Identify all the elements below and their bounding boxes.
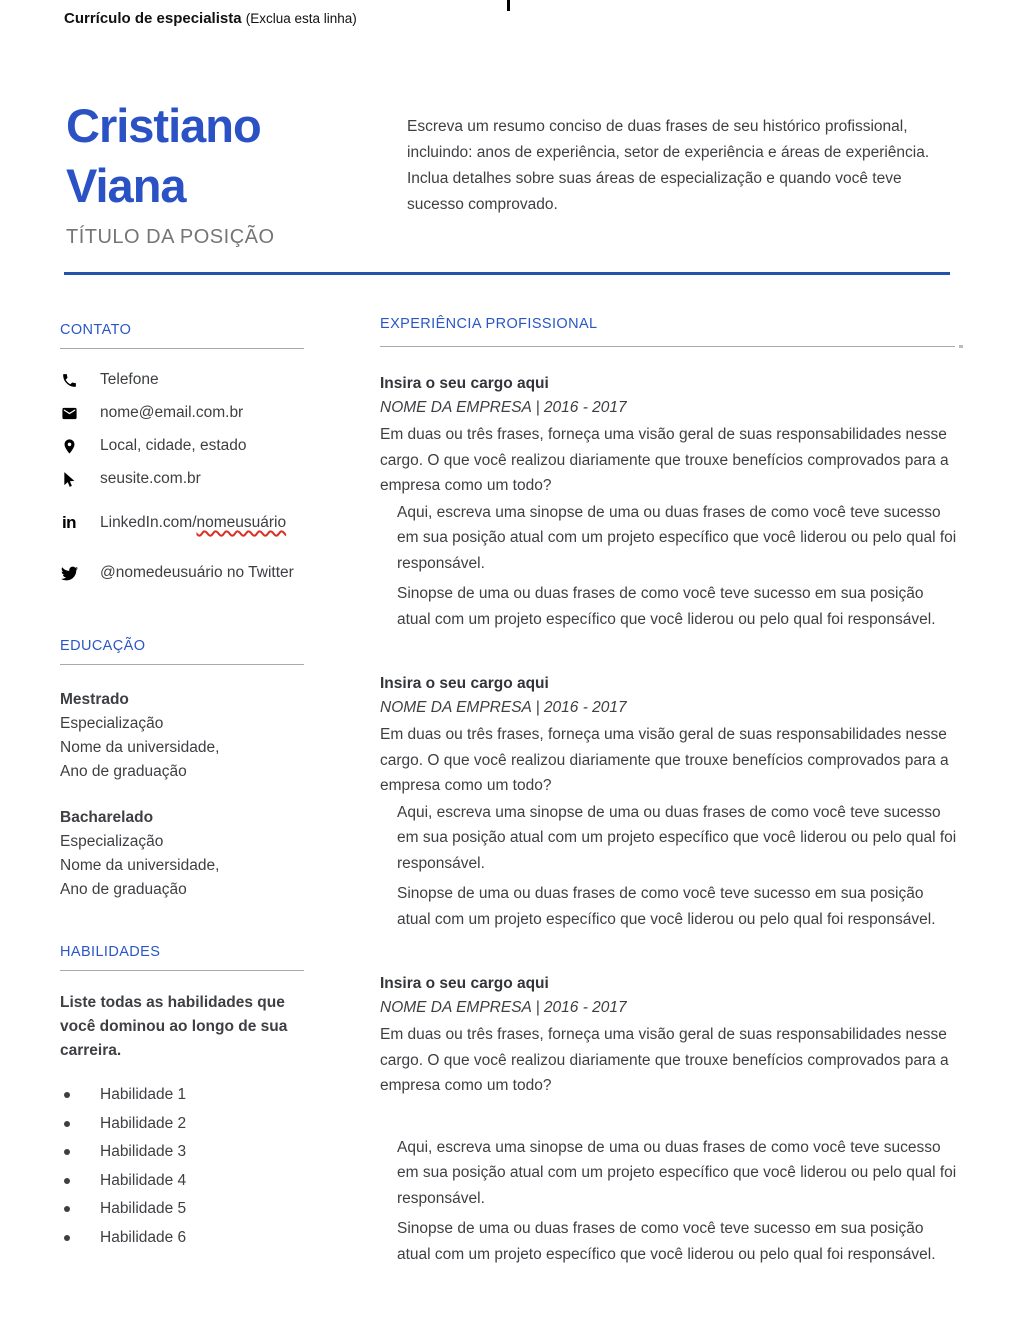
document-type-label-bold: Currículo de especialista <box>64 10 242 27</box>
first-name: Cristiano <box>66 99 261 152</box>
contact-phone-text: Telefone <box>100 371 159 388</box>
experience-column <box>380 316 958 1272</box>
job-highlight: Sinopse de uma ou duas frases de como você teve sucesso em sua posição atual com um projeto específico que você liderou ou pelo qual foi responsável. <box>397 885 936 928</box>
skill-item: Habilidade 3 <box>60 1144 304 1160</box>
twitter-icon <box>60 564 78 582</box>
contact-row-website <box>60 470 304 488</box>
contact-linkedin-prefix: LinkedIn.com/ <box>100 514 197 531</box>
job-highlight: Aqui, escreva uma sinopse de uma ou duas frases de como você teve sucesso em sua posição atual com um projeto específico que você liderou ou pelo qual foi responsável. <box>397 1138 957 1207</box>
job-entry-1 <box>380 375 958 632</box>
last-name: Viana <box>66 159 186 212</box>
skill-item: Habilidade 4 <box>60 1173 304 1189</box>
skill-item: Habilidade 2 <box>60 1116 304 1132</box>
contact-heading: CONTATO <box>60 322 132 338</box>
education-specialization: Especialização <box>60 833 164 850</box>
skills-list <box>60 1087 304 1245</box>
location-icon <box>60 437 78 455</box>
education-university: Nome da universidade, <box>60 857 220 874</box>
education-degree: Bacharelado <box>60 809 154 826</box>
job-highlight: Aqui, escreva uma sinopse de uma ou duas frases de como você teve sucesso em sua posição atual com um projeto específico que você liderou ou pelo qual foi responsável. <box>397 803 957 872</box>
job-highlights <box>380 800 958 933</box>
position-title: TÍTULO DA POSIÇÃO <box>66 226 275 248</box>
job-highlight: Aqui, escreva uma sinopse de uma ou duas frases de como você teve sucesso em sua posição atual com um projeto específico que você liderou ou pelo qual foi responsável. <box>397 503 957 572</box>
profile-summary: Escreva um resumo conciso de duas frases de seu histórico profissional, incluindo: anos de experiência, setor de experiência e áreas de experiência. Inclua detalhes sobre suas áreas de especialização e quando você teve sucesso comprovado. <box>407 118 930 213</box>
contact-row-phone <box>60 371 304 389</box>
skill-item: Habilidade 6 <box>60 1230 304 1246</box>
cursor-icon <box>60 470 78 488</box>
job-highlights <box>380 1135 958 1268</box>
name-block <box>66 96 386 249</box>
contact-divider <box>60 348 304 349</box>
education-heading: EDUCAÇÃO <box>60 638 146 654</box>
contact-website-text: seusite.com.br <box>100 470 201 487</box>
contact-twitter-text: @nomedeusuário no Twitter <box>100 564 294 581</box>
contact-linkedin-text <box>100 514 286 532</box>
education-degree: Mestrado <box>60 691 129 708</box>
education-section <box>60 638 304 902</box>
contact-section <box>60 322 304 582</box>
job-company-dates: NOME DA EMPRESA | 2016 - 2017 <box>380 999 627 1016</box>
skills-heading: HABILIDADES <box>60 944 161 960</box>
job-company-dates: NOME DA EMPRESA | 2016 - 2017 <box>380 699 627 716</box>
experience-heading: EXPERIÊNCIA PROFISSIONAL <box>380 316 598 332</box>
job-description: Em duas ou três frases, forneça uma visão geral de suas responsabilidades nesse cargo. O que você realizou diariamente que trouxe benefícios comprovados para a empresa como um todo? <box>380 426 949 494</box>
skills-section <box>60 944 304 1245</box>
document-type-label <box>64 10 357 27</box>
skill-item: Habilidade 5 <box>60 1201 304 1217</box>
skills-intro: Liste todas as habilidades que você dominou ao longo de sua carreira. <box>60 994 288 1059</box>
skills-divider <box>60 970 304 971</box>
contact-email-text: nome@email.com.br <box>100 404 244 421</box>
job-entry-2 <box>380 675 958 932</box>
job-highlights <box>380 500 958 633</box>
education-grad-year: Ano de graduação <box>60 881 187 898</box>
contact-row-email <box>60 404 304 422</box>
job-title: Insira o seu cargo aqui <box>380 375 549 392</box>
job-highlight: Sinopse de uma ou duas frases de como você teve sucesso em sua posição atual com um projeto específico que você liderou ou pelo qual foi responsável. <box>397 585 936 628</box>
contact-linkedin-username: nomeusuário <box>196 514 287 531</box>
email-icon <box>60 404 78 422</box>
contact-row-twitter <box>60 564 304 582</box>
header-divider-rule <box>64 272 950 275</box>
contact-list <box>60 371 304 582</box>
job-company-dates: NOME DA EMPRESA | 2016 - 2017 <box>380 399 627 416</box>
text-cursor <box>507 0 510 11</box>
skill-item: Habilidade 1 <box>60 1087 304 1103</box>
job-entry-3 <box>380 975 958 1267</box>
contact-row-location <box>60 437 304 455</box>
job-highlight: Sinopse de uma ou duas frases de como você teve sucesso em sua posição atual com um projeto específico que você liderou ou pelo qual foi responsável. <box>397 1220 936 1263</box>
education-grad-year: Ano de graduação <box>60 763 187 780</box>
contact-row-linkedin <box>60 514 304 532</box>
phone-icon <box>60 371 78 389</box>
linkedin-icon: in <box>61 513 77 532</box>
job-title: Insira o seu cargo aqui <box>380 675 549 692</box>
job-description: Em duas ou três frases, forneça uma visão geral de suas responsabilidades nesse cargo. O que você realizou diariamente que trouxe benefícios comprovados para a empresa como um todo? <box>380 726 949 794</box>
education-entry-bachelors <box>60 806 304 902</box>
education-university: Nome da universidade, <box>60 739 220 756</box>
education-divider <box>60 664 304 665</box>
education-specialization: Especialização <box>60 715 164 732</box>
left-column <box>60 322 304 1258</box>
job-title: Insira o seu cargo aqui <box>380 975 549 992</box>
document-type-label-note: (Exclua esta linha) <box>245 11 357 26</box>
education-entry-masters <box>60 688 304 784</box>
job-description: Em duas ou três frases, forneça uma visão geral de suas responsabilidades nesse cargo. O que você realizou diariamente que trouxe benefícios comprovados para a empresa como um todo? <box>380 1026 949 1094</box>
contact-website-location-text: Local, cidade, estado <box>100 437 247 454</box>
experience-divider <box>380 346 955 347</box>
